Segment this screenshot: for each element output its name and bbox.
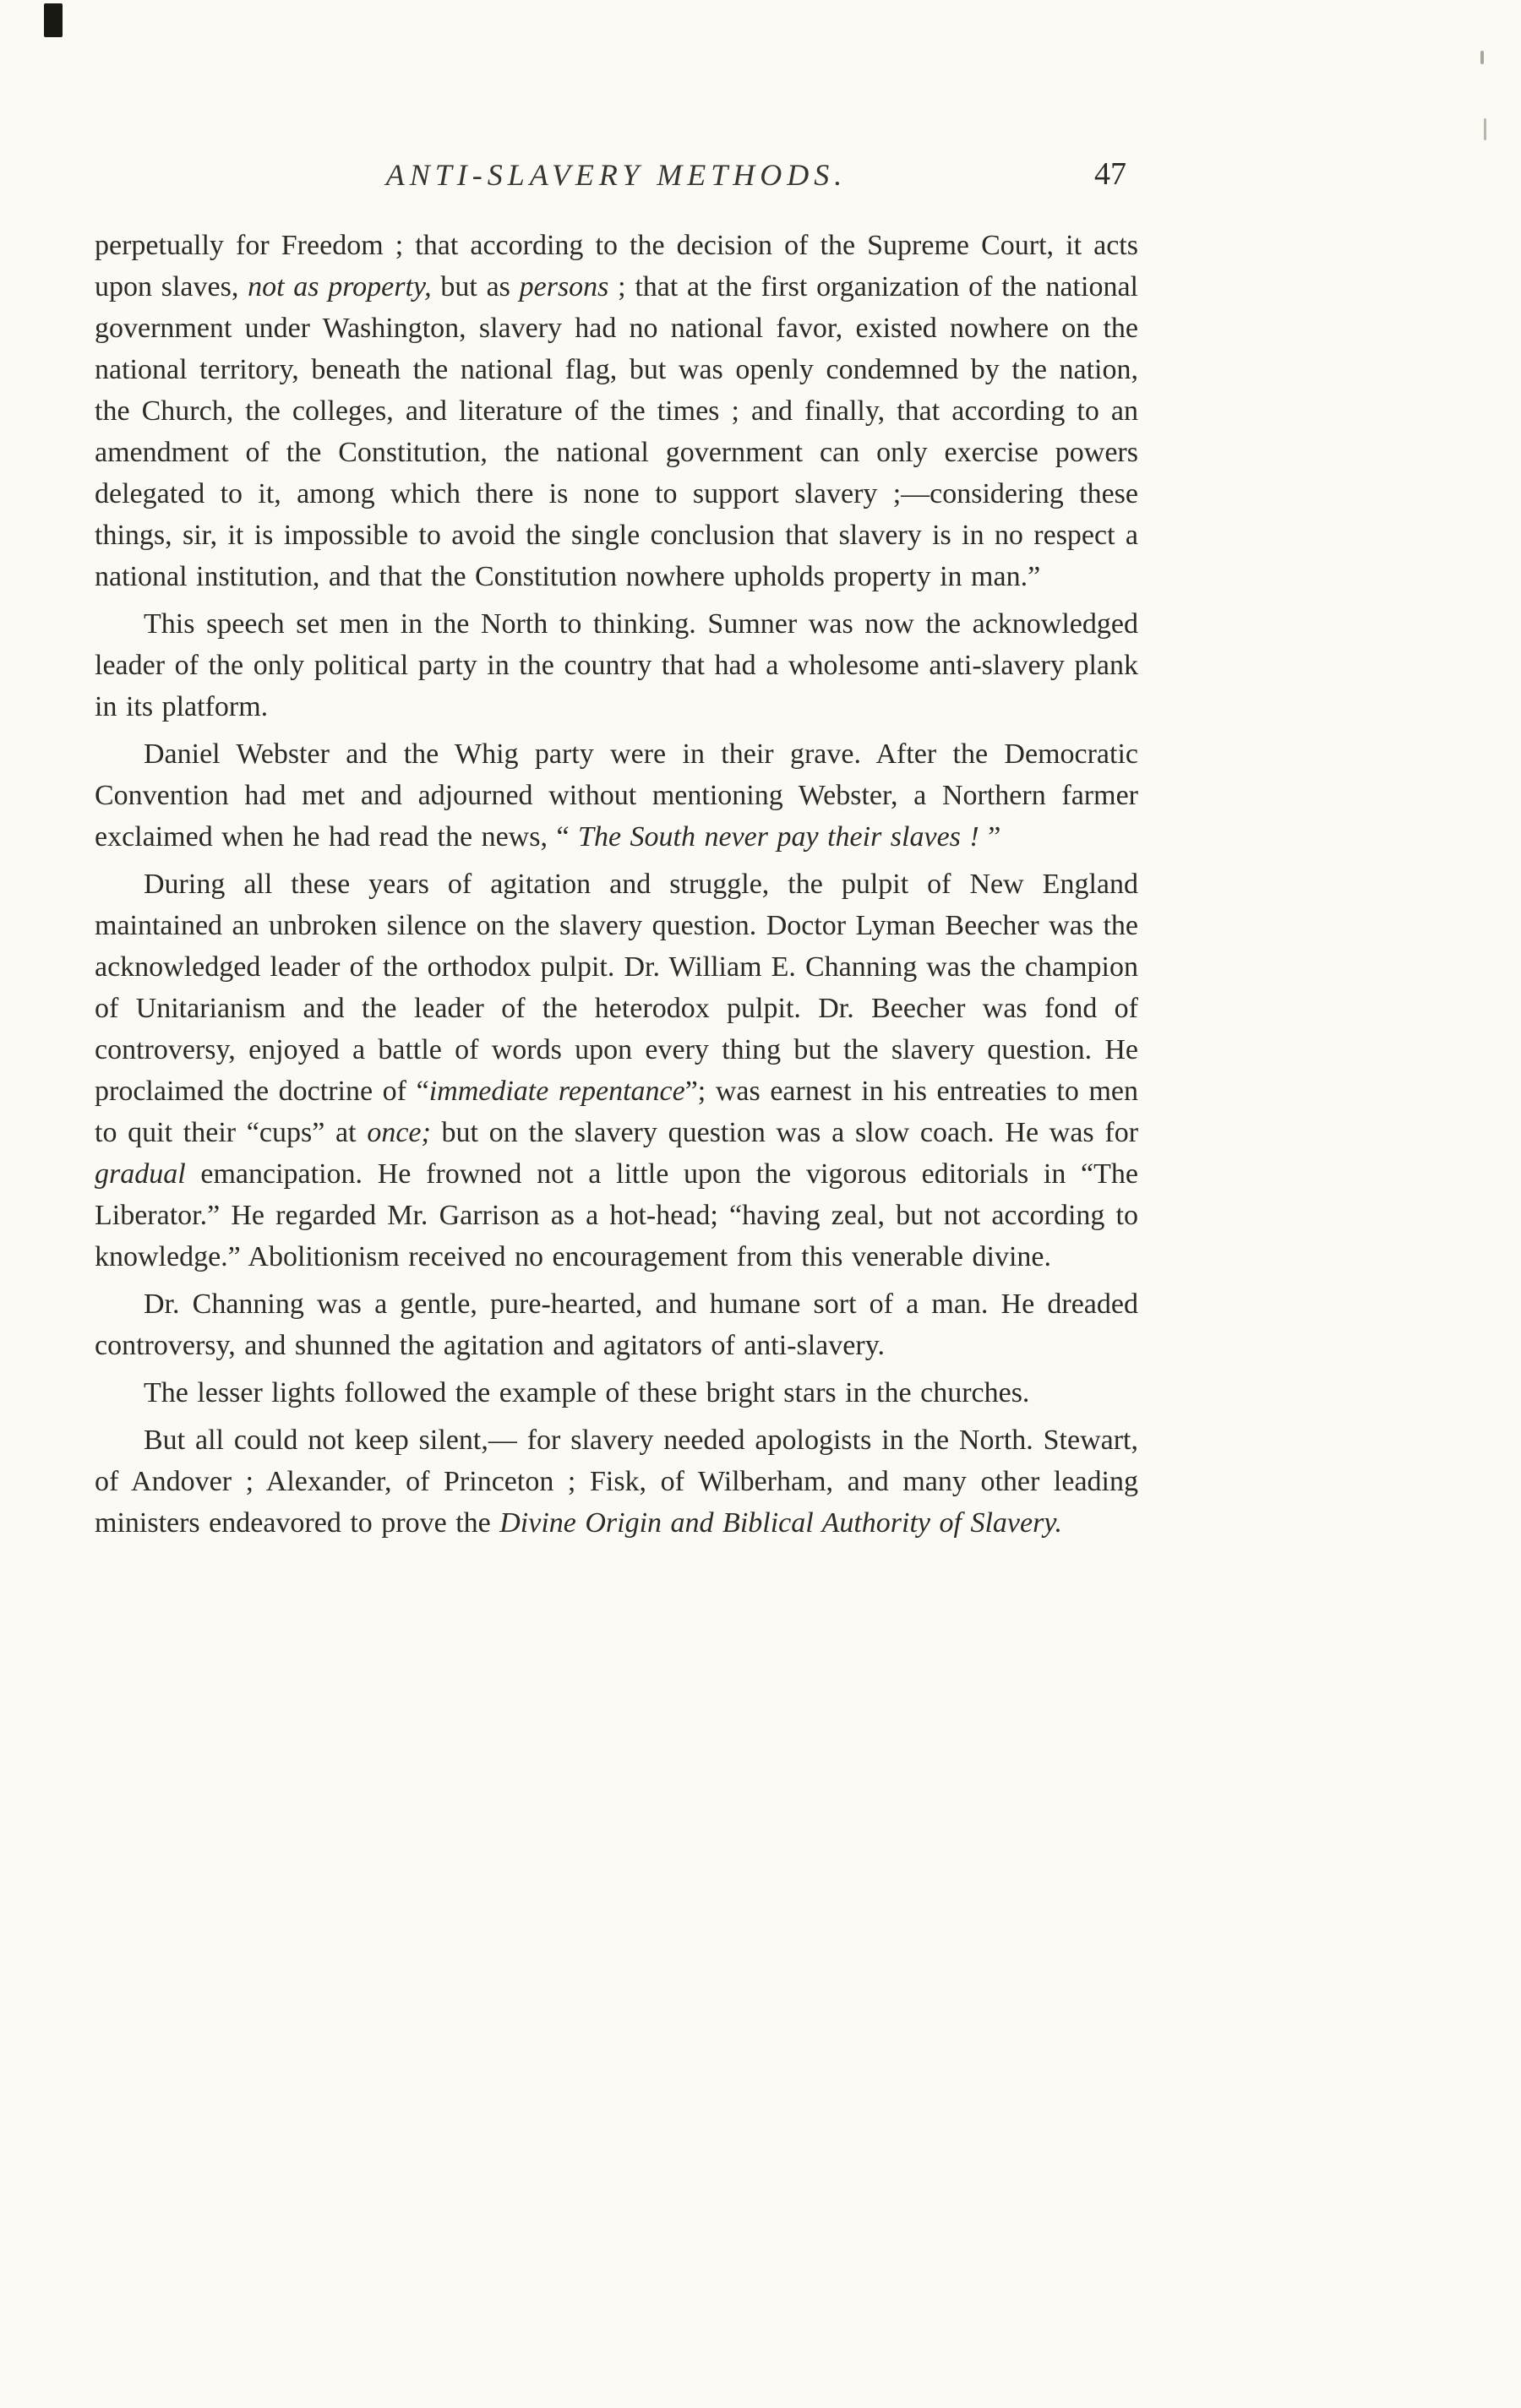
running-title: ANTI-SLAVERY METHODS. [385,158,848,192]
scan-artifact-top-left [44,3,63,37]
page-number: 47 [1094,156,1126,192]
paragraph-2: This speech set men in the North to thinking. Sumner was now the acknowledged leader of the only political party in the country that had a wholesome anti-slavery plank in its platform. [95,608,1138,722]
body-text [95,225,1138,1550]
paragraph-1: perpetually for Freedom ; that according to the decision of the Supreme Court, it acts upon slaves, not as property, but as persons ; that at the first organization of the national government under Washington, slavery had no national favor, existed nowhere on the national territory, beneath the national flag, but was openly condemned by the nation, the Church, the colleges, and literature of the times ; and finally, that according to an amendment of the Constitution, the national government can only exercise powers delegated to it, among which there is none to support slavery ;—considering these things, sir, it is impossible to avoid the single conclusion that slavery is in no respect a national institution, and that the Constitution nowhere upholds property in man.” [95,230,1138,592]
paragraph-6: The lesser lights followed the example of these bright stars in the churches. [144,1377,1030,1408]
paragraph-5: Dr. Channing was a gentle, pure-hearted, and humane sort of a man. He dreaded controversy, and shunned the agitation and agitators of anti-slavery. [95,1288,1138,1361]
paragraph-7: But all could not keep silent,— for slavery needed apologists in the North. Stewart, of Andover ; Alexander, of Princeton ; Fisk, of Wilberham, and many other leading ministers endeavored to prove the Divine Origin and Biblical Authority of Slavery. [95,1425,1138,1539]
scan-artifact-top-right [1480,51,1484,64]
page-header [95,157,1138,193]
paragraph-4: During all these years of agitation and struggle, the pulpit of New England maintained an unbroken silence on the slavery question. Doctor Lyman Beecher was the acknowledged leader of the orthodox pulpit. Dr. William E. Channing was the champion of Unitarianism and the leader of the heterodox pulpit. Dr. Beecher was fond of controversy, enjoyed a battle of words upon every thing but the slavery question. He proclaimed the doctrine of “immediate repentance”; was earnest in his entreaties to men to quit their “cups” at once; but on the slavery question was a slow coach. He was for gradual emancipation. He frowned not a little upon the vigorous editorials in “The Liberator.” He regarded Mr. Garrison as a hot-head; “having zeal, but not according to knowledge.” Abolitionism received no encouragement from this venerable divine. [95,869,1139,1272]
scan-artifact-top-right-2 [1484,118,1486,140]
paragraph-3: Daniel Webster and the Whig party were in their grave. After the Democratic Convention had met and adjourned without mentioning Webster, a Northern farmer exclaimed when he had read the news, “ The South never pay their slaves ! ” [95,738,1138,853]
